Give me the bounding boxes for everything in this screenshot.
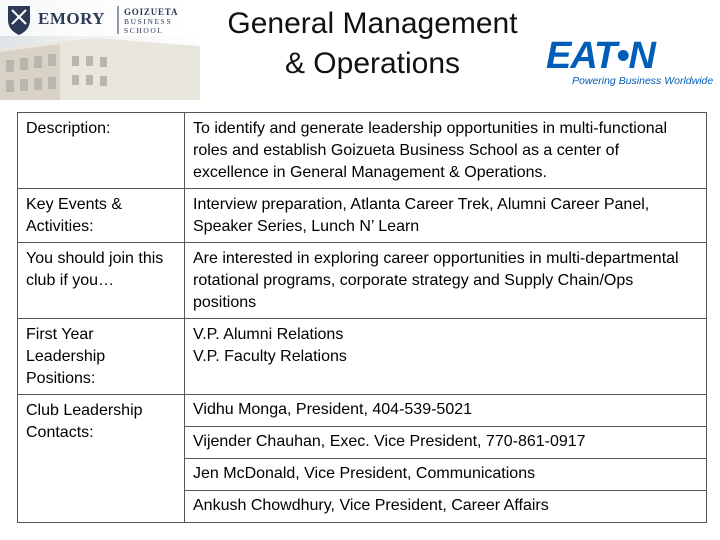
table-row bbox=[18, 243, 707, 319]
table-row bbox=[18, 113, 707, 189]
slide-header bbox=[0, 0, 720, 108]
row-value: Interview preparation, Atlanta Career Trek, Alumni Career Panel, Speaker Series, Lunch N’ Learn bbox=[185, 189, 707, 243]
row-value bbox=[185, 319, 707, 395]
contact-item: Jen McDonald, Vice President, Communications bbox=[185, 459, 706, 491]
position-item: V.P. Alumni Relations bbox=[193, 326, 344, 343]
goizueta-line: GOIZUETA bbox=[124, 7, 179, 17]
row-label: First Year Leadership Positions: bbox=[18, 319, 185, 395]
row-label: Club Leadership Contacts: bbox=[18, 395, 185, 523]
row-label: Key Events & Activities: bbox=[18, 189, 185, 243]
table-row bbox=[18, 395, 707, 523]
business-line: BUSINESS bbox=[124, 17, 173, 26]
contact-item: Ankush Chowdhury, Vice President, Career Affairs bbox=[193, 497, 549, 514]
page-title bbox=[200, 4, 545, 84]
table-row bbox=[18, 189, 707, 243]
contacts-cell bbox=[185, 395, 707, 523]
row-label: You should join this club if you… bbox=[18, 243, 185, 319]
eaton-logo bbox=[546, 35, 716, 90]
row-value: Are interested in exploring career opportunities in multi-departmental rotational programs, corporate strategy and Supply Chain/Ops positions bbox=[185, 243, 707, 319]
position-item: V.P. Faculty Relations bbox=[193, 348, 347, 365]
table-row bbox=[18, 319, 707, 395]
eaton-tagline: Powering Business Worldwide bbox=[572, 75, 714, 87]
contact-item: Vidhu Monga, President, 404-539-5021 bbox=[185, 395, 706, 427]
emory-goizueta-logo bbox=[0, 0, 200, 100]
eaton-wordmark: EAT•N bbox=[546, 35, 655, 77]
page-title-line-2: & Operations bbox=[284, 47, 461, 80]
row-label: Description: bbox=[18, 113, 185, 189]
emory-wordmark: EMORY bbox=[38, 9, 106, 28]
row-value: To identify and generate leadership opportunities in multi-functional roles and establish Goizueta Business School as a center of excellence in General Management & Operations. bbox=[185, 113, 707, 189]
contact-item: Vijender Chauhan, Exec. Vice President, 770-861-0917 bbox=[185, 427, 706, 459]
club-info-table bbox=[17, 112, 707, 523]
goizueta-wordmark bbox=[124, 8, 184, 35]
page-title-line-1: General Management bbox=[227, 7, 518, 40]
school-line: SCHOOL bbox=[124, 26, 164, 35]
